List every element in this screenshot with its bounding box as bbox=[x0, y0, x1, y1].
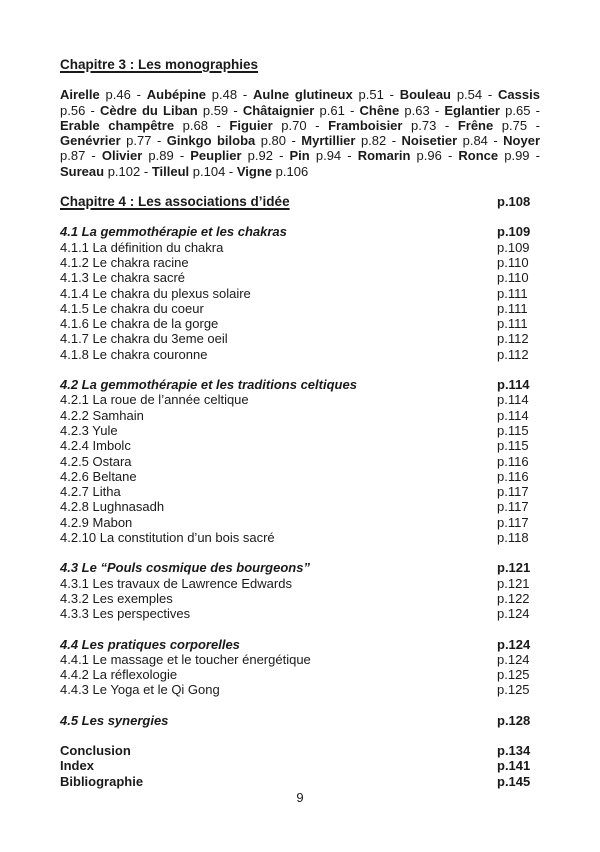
toc-entry-page: p.124 bbox=[497, 606, 530, 622]
page-number: 9 bbox=[296, 790, 304, 805]
toc-entry-label: 4.1.2 Le chakra racine bbox=[60, 254, 189, 270]
toc-entry-page: p.112 bbox=[497, 346, 529, 362]
plant-name: Bouleau bbox=[399, 87, 452, 103]
plant-name: Vigne bbox=[236, 163, 273, 179]
toc-entry-label: 4.2.6 Beltane bbox=[60, 468, 137, 484]
toc-section bbox=[60, 224, 540, 362]
plant-page-ref: p.84 bbox=[462, 133, 488, 149]
toc-entry-page: p.110 bbox=[497, 254, 529, 270]
plant-page-ref: p.104 bbox=[192, 163, 226, 179]
plant-page-ref: p.73 bbox=[411, 117, 437, 133]
plant-page-ref: p.54 bbox=[456, 87, 483, 103]
toc-section bbox=[60, 377, 540, 545]
toc-entry-label: 4.2.3 Yule bbox=[60, 422, 118, 438]
toc-entry-page: p.121 bbox=[497, 575, 530, 591]
plant-page-ref: p.46 bbox=[105, 87, 131, 103]
plant-name: Myrtillier bbox=[301, 133, 356, 149]
plant-page-ref: p.106 bbox=[275, 163, 309, 179]
toc-row bbox=[60, 713, 540, 728]
plant-page-ref: p.89 bbox=[148, 148, 174, 164]
toc-entry-page: p.118 bbox=[497, 530, 529, 546]
plant-name: Chêne bbox=[359, 102, 400, 118]
toc-row bbox=[60, 530, 540, 545]
toc-row bbox=[60, 392, 540, 407]
back-matter-list bbox=[60, 743, 540, 789]
plant-page-ref: p.75 bbox=[501, 117, 528, 133]
plant-page-ref: p.56 bbox=[60, 102, 86, 118]
toc-entry-label: 4.2.5 Ostara bbox=[60, 453, 132, 469]
toc-row bbox=[60, 255, 540, 270]
toc-entry-page: p.111 bbox=[497, 285, 528, 301]
plant-page-ref: p.94 bbox=[315, 148, 342, 164]
toc-row bbox=[60, 591, 540, 606]
toc-row bbox=[60, 743, 540, 758]
plant-page-ref: p.61 bbox=[319, 102, 345, 118]
plant-name: Pin bbox=[289, 148, 310, 164]
plant-page-ref: p.87 bbox=[60, 148, 86, 164]
toc-row bbox=[60, 469, 540, 484]
back-matter-label: Conclusion bbox=[60, 742, 131, 758]
toc-row bbox=[60, 774, 540, 789]
toc-entry-page: p.112 bbox=[497, 331, 529, 347]
toc-entry-page: p.117 bbox=[497, 499, 529, 515]
section-page-ref: p.114 bbox=[497, 377, 530, 393]
section-title: 4.2 La gemmothérapie et les traditions celtiques bbox=[60, 377, 357, 393]
toc-row bbox=[60, 377, 540, 392]
toc-entry-page: p.122 bbox=[497, 590, 530, 606]
toc-entry-label: 4.1.4 Le chakra du plexus solaire bbox=[60, 285, 251, 301]
section-page-ref: p.124 bbox=[497, 636, 531, 652]
plant-name: Airelle bbox=[60, 87, 100, 103]
toc-row bbox=[60, 652, 540, 667]
toc-entry-label: 4.3.3 Les perspectives bbox=[60, 606, 191, 622]
toc-entry-label: 4.4.3 Le Yoga et le Qi Gong bbox=[60, 682, 220, 698]
plant-page-ref: p.99 bbox=[504, 148, 530, 164]
plant-page-ref: p.68 bbox=[182, 117, 208, 133]
toc-entry-label: 4.2.10 La constitution d’un bois sacré bbox=[60, 530, 275, 546]
plant-page-ref: p.92 bbox=[247, 148, 273, 164]
toc-entry-label: 4.2.4 Imbolc bbox=[60, 438, 131, 454]
plant-page-ref: p.70 bbox=[281, 117, 307, 133]
toc-entry-page: p.111 bbox=[497, 316, 528, 332]
chapter4-title: Chapitre 4 : Les associations d’idée bbox=[60, 194, 290, 210]
toc-entry-page: p.109 bbox=[497, 239, 530, 255]
section-page-ref: p.109 bbox=[497, 224, 531, 240]
toc-entry-label: 4.3.1 Les travaux de Lawrence Edwards bbox=[60, 575, 292, 591]
plant-name: Châtaignier bbox=[242, 102, 315, 118]
plant-page-ref: p.63 bbox=[404, 102, 430, 118]
toc-row bbox=[60, 682, 540, 697]
toc-entry-label: 4.1.7 Le chakra du 3eme oeil bbox=[60, 331, 228, 347]
toc-entry-label: 4.1.5 Le chakra du coeur bbox=[60, 300, 204, 316]
section-page-ref: p.121 bbox=[497, 560, 531, 576]
toc-entry-label: 4.1.1 La définition du chakra bbox=[60, 239, 224, 255]
toc-row bbox=[60, 316, 540, 331]
chapter3-title: Chapitre 3 : Les monographies bbox=[60, 57, 259, 72]
plant-name: Olivier bbox=[101, 148, 143, 164]
toc-row bbox=[60, 408, 540, 423]
plant-name: Figuier bbox=[229, 117, 273, 133]
section-title: 4.1 La gemmothérapie et les chakras bbox=[60, 224, 287, 240]
toc-row bbox=[60, 560, 540, 575]
toc-entry-label: 4.1.6 Le chakra de la gorge bbox=[60, 316, 219, 332]
plant-page-ref: p.82 bbox=[360, 133, 387, 149]
toc-row bbox=[60, 438, 540, 453]
toc-section bbox=[60, 713, 540, 728]
plant-name: Frêne bbox=[457, 117, 494, 133]
toc-entry-label: 4.2.7 Litha bbox=[60, 484, 121, 500]
toc-row bbox=[60, 301, 540, 316]
chapter4-row bbox=[60, 194, 540, 209]
toc-entry-page: p.125 bbox=[497, 682, 530, 698]
plant-name: Framboisier bbox=[328, 117, 403, 133]
plant-name: Erable champêtre bbox=[60, 117, 175, 133]
toc-entry-label: 4.2.9 Mabon bbox=[60, 514, 133, 530]
plant-name: Noyer bbox=[503, 133, 541, 149]
chapter4-page-ref: p.108 bbox=[497, 194, 531, 210]
plant-page-ref: p.51 bbox=[358, 87, 384, 103]
section-title: 4.3 Le “Pouls cosmique des bourgeons” bbox=[60, 560, 310, 576]
toc-entry-label: 4.4.1 Le massage et le toucher énergétique bbox=[60, 651, 311, 667]
plant-page-ref: p.77 bbox=[126, 133, 152, 149]
plant-name: Noisetier bbox=[401, 133, 458, 149]
sections-list bbox=[60, 224, 540, 728]
toc-row bbox=[60, 637, 540, 652]
plant-name: Romarin bbox=[357, 148, 411, 164]
back-matter-label: Bibliographie bbox=[60, 773, 144, 789]
toc-entry-label: 4.4.2 La réflexologie bbox=[60, 667, 178, 683]
toc-row bbox=[60, 454, 540, 469]
toc-entry-page: p.125 bbox=[497, 667, 530, 683]
plant-page-ref: p.80 bbox=[260, 133, 287, 149]
plant-name: Cèdre du Liban bbox=[99, 102, 198, 118]
toc-row bbox=[60, 347, 540, 362]
plant-name: Aubépine bbox=[146, 87, 206, 103]
plant-name: Tilleul bbox=[151, 163, 190, 179]
plant-name: Aulne glutineux bbox=[253, 87, 353, 103]
toc-row bbox=[60, 484, 540, 499]
toc-row bbox=[60, 667, 540, 682]
toc-entry-label: 4.3.2 Les exemples bbox=[60, 590, 173, 606]
toc-entry-label: 4.2.8 Lughnasadh bbox=[60, 499, 165, 515]
plant-page-ref: p.59 bbox=[202, 102, 229, 118]
plant-page-ref: p.65 bbox=[505, 102, 531, 118]
toc-row bbox=[60, 576, 540, 591]
back-matter-page: p.141 bbox=[497, 758, 531, 774]
section-page-ref: p.128 bbox=[497, 712, 531, 728]
section-title: 4.5 Les synergies bbox=[60, 712, 169, 728]
toc-entry-page: p.124 bbox=[497, 651, 530, 667]
toc-row bbox=[60, 499, 540, 514]
toc-entry-page: p.111 bbox=[497, 300, 528, 316]
plant-name: Ronce bbox=[458, 148, 499, 164]
toc-entry-page: p.115 bbox=[497, 422, 529, 438]
toc-entry-page: p.116 bbox=[497, 468, 529, 484]
toc-entry-label: 4.2.1 La roue de l’année celtique bbox=[60, 392, 249, 408]
toc-section bbox=[60, 637, 540, 698]
plant-name: Sureau bbox=[60, 163, 105, 179]
back-matter-page: p.134 bbox=[497, 742, 531, 758]
toc-row bbox=[60, 224, 540, 239]
toc-row bbox=[60, 758, 540, 773]
toc-entry-label: 4.2.2 Samhain bbox=[60, 407, 144, 423]
section-title: 4.4 Les pratiques corporelles bbox=[60, 636, 240, 652]
plant-name: Genévrier bbox=[60, 133, 121, 149]
plant-name: Eglantier bbox=[444, 102, 500, 118]
toc-entry-page: p.116 bbox=[497, 453, 529, 469]
toc-row bbox=[60, 270, 540, 285]
back-matter-label: Index bbox=[60, 758, 94, 774]
toc-entry-page: p.115 bbox=[497, 438, 529, 454]
toc-row bbox=[60, 423, 540, 438]
monographies-paragraph: Airelle p.46 - Aubépine p.48 - Aulne glutineux p.51 - Bouleau p.54 - Cassis p.56 - Cèdre du Liban p.59 - Châtaignier p.61 - Chêne p.63 - Eglantier p.65 - Erable champêtre p.68 - Figuier p.70 - Framboisier p.73 - Frêne p.75 - Genévrier p.77 - Ginkgo biloba p.80 - Myrtillier p.82 - Noisetier p.84 - Noyer p.87 - Olivier p.89 - Peuplier p.92 - Pin p.94 - Romarin p.96 - Ronce p.99 - Sureau p.102 - Tilleul p.104 - Vigne p.106 bbox=[60, 87, 541, 179]
toc-row bbox=[60, 606, 540, 621]
toc-entry-page: p.110 bbox=[497, 270, 529, 286]
plant-name: Peuplier bbox=[190, 148, 242, 164]
toc-entry-page: p.117 bbox=[497, 484, 529, 500]
plant-name: Cassis bbox=[498, 87, 540, 103]
toc-row bbox=[60, 515, 540, 530]
plant-page-ref: p.102 bbox=[107, 163, 141, 179]
toc-entry-label: 4.1.8 Le chakra couronne bbox=[60, 346, 208, 362]
plant-page-ref: p.48 bbox=[211, 87, 238, 103]
toc-entry-label: 4.1.3 Le chakra sacré bbox=[60, 270, 186, 286]
toc-entry-page: p.114 bbox=[497, 392, 529, 408]
toc-entry-page: p.117 bbox=[497, 514, 529, 530]
plant-page-ref: p.96 bbox=[416, 148, 442, 164]
toc-row bbox=[60, 331, 540, 346]
toc-row bbox=[60, 240, 540, 255]
toc-section bbox=[60, 560, 540, 621]
toc-entry-page: p.114 bbox=[497, 407, 529, 423]
back-matter-page: p.145 bbox=[497, 773, 531, 789]
plant-name: Ginkgo biloba bbox=[166, 133, 256, 149]
toc-row bbox=[60, 286, 540, 301]
